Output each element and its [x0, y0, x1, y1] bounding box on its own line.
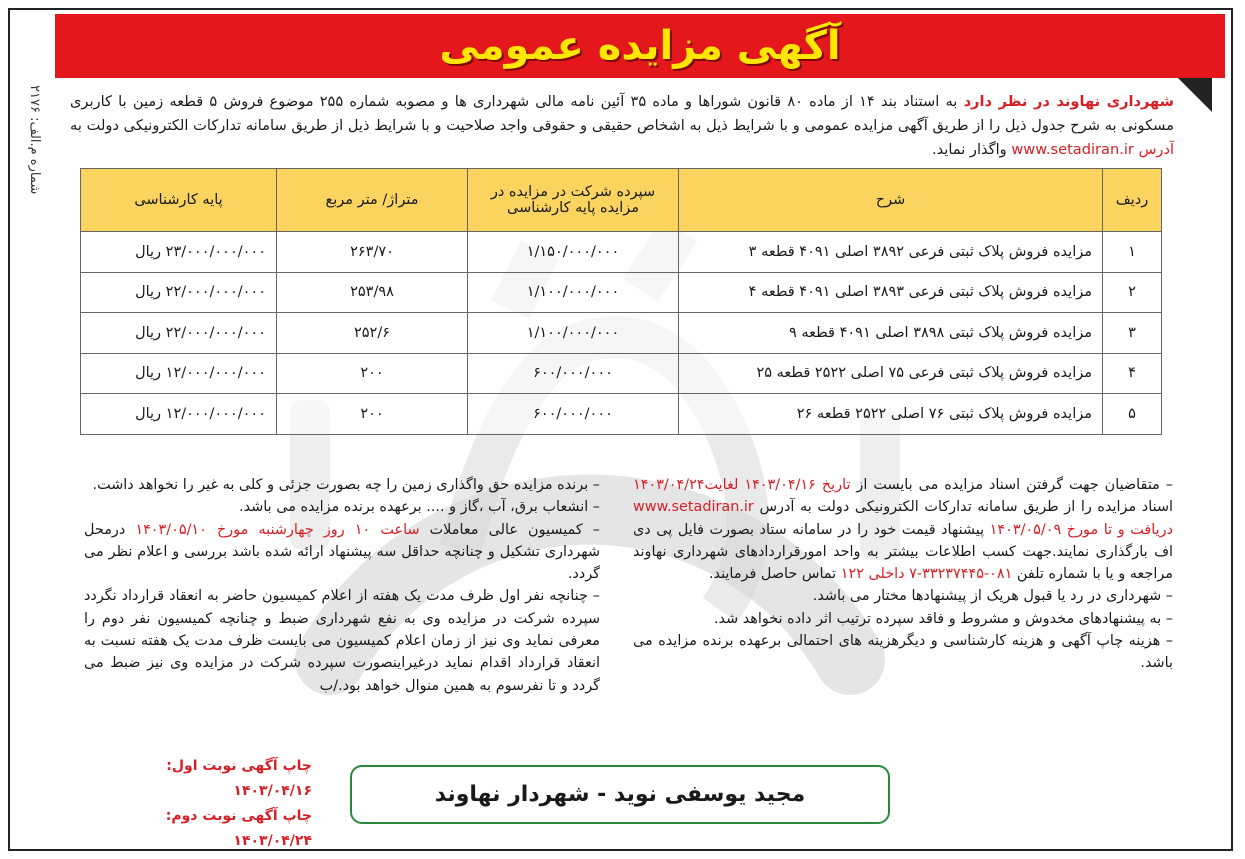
condition-text: – کمیسیون عالی معاملات	[419, 521, 600, 538]
intro-tail: واگذار نماید.	[931, 141, 1012, 158]
setadiran-link[interactable]: www.setadiran.ir	[1011, 141, 1134, 158]
condition-winner-contract: – چنانچه نفر اول ظرف مدت یک هفته از اعلام کمیسیون حاضر به انعقاد قرارداد نگردد سپرده شرکت در مزایده وی به نفع شهرداری ضبط و چنانچه کمیسیون نفر دوم را معرفی نماید وی نیز از زمان اعلام کمیسیون می بایست ظرف مدت یک هفته نسبت به انعقاد قرارداد اقدام نماید درغیراینصورت سپرده شرکت در مزایده وی نیز ضبط می گردد و تا نفرسوم به همین منوال خواهد بود./ب	[84, 588, 600, 694]
condition-invalid-bids: – به پیشنهادهای مخدوش و مشروط و فاقد سپرده ترتیب اثر داده نخواهد شد.	[713, 610, 1173, 627]
first-print-date: چاپ آگهی نوبت اول: ۱۴۰۳/۰۴/۱۶	[166, 758, 312, 799]
row-description: مزایده فروش پلاک ثبتی فرعی ۷۵ اصلی ۲۵۲۲ قطعه ۲۵	[679, 353, 1103, 394]
reference-number: شماره م.الف: ۲۱۷۶	[27, 85, 42, 195]
row-description: مزایده فروش پلاک ثبتی ۳۸۹۸ اصلی ۴۰۹۱ قطعه ۹	[679, 313, 1103, 354]
condition-text: پیشنهاد قیمت خود را در سامانه ستاد بصورت فایل پی دی اف بارگذاری نمایند.جهت کسب اطلاعات بیشتر به واحد امورقراردادهای شهرداری نهاوند مراجعه و یا با شماره تلفن	[633, 521, 1173, 583]
intro-lead: شهرداری نهاوند در نظر دارد	[963, 93, 1175, 110]
commission-time: ساعت ۱۰ روز چهارشنبه مورخ ۱۴۰۳/۰۵/۱۰	[135, 521, 420, 538]
intro-link-prefix: آدرس	[1138, 141, 1174, 158]
condition-no-transfer: – برنده مزایده حق واگذاری زمین را چه بصورت جزئی و کلی به غیر را نخواهد داشت.	[92, 477, 600, 493]
row-number: ۵	[1103, 394, 1162, 435]
conditions-left-column	[84, 474, 600, 697]
header-row-number: ردیف	[1103, 169, 1162, 232]
notice-title: آگهی مزایده عمومی	[439, 23, 841, 69]
table-row	[81, 353, 1162, 394]
row-deposit: ۶۰۰/۰۰۰/۰۰۰	[468, 394, 679, 435]
title-banner	[55, 14, 1225, 78]
row-area: ۲۶۳/۷۰	[277, 232, 468, 273]
condition-text: تماس حاصل فرمایند.	[708, 566, 841, 583]
table-row	[81, 272, 1162, 313]
table-row	[81, 313, 1162, 354]
row-base-price: ۱۲/۰۰۰/۰۰۰/۰۰۰ ریال	[81, 353, 277, 394]
row-base-price: ۲۳/۰۰۰/۰۰۰/۰۰۰ ریال	[81, 232, 277, 273]
row-area: ۲۰۰	[277, 394, 468, 435]
mayor-signature: مجید یوسفی نوید - شهردار نهاوند	[434, 782, 806, 807]
row-number: ۴	[1103, 353, 1162, 394]
row-deposit: ۱/۱۰۰/۰۰۰/۰۰۰	[468, 272, 679, 313]
print-dates	[92, 754, 312, 854]
row-area: ۲۵۲/۶	[277, 313, 468, 354]
second-print-date: چاپ آگهی نوبت دوم: ۱۴۰۳/۰۴/۲۴	[165, 808, 312, 849]
row-base-price: ۲۲/۰۰۰/۰۰۰/۰۰۰ ریال	[81, 313, 277, 354]
condition-rejection-right: – شهرداری در رد یا قبول هریک از پیشنهادها مختار می باشد.	[812, 588, 1173, 605]
table-row	[81, 232, 1162, 273]
intro-paragraph	[70, 90, 1174, 162]
row-area: ۲۵۳/۹۸	[277, 272, 468, 313]
corner-notch	[1178, 78, 1212, 112]
condition-utilities: – انشعاب برق، آب ،گاز و .... برعهده برنده مزایده می باشد.	[239, 499, 600, 516]
auction-lots-table	[80, 168, 1162, 435]
row-base-price: ۲۲/۰۰۰/۰۰۰/۰۰۰ ریال	[81, 272, 277, 313]
table-header-row	[81, 169, 1162, 232]
row-description: مزایده فروش پلاک ثبتی فرعی ۳۸۹۲ اصلی ۴۰۹۱ قطعه ۳	[679, 232, 1103, 273]
header-base-price: پایه کارشناسی	[81, 169, 277, 232]
row-number: ۱	[1103, 232, 1162, 273]
condition-text: – متقاضیان جهت گرفتن اسناد مزایده می بایست از	[850, 477, 1174, 493]
header-deposit: سپرده شرکت در مزایده در مزایده پایه کارشناسی	[468, 169, 679, 232]
condition-commission	[84, 519, 600, 586]
condition-costs: – هزینه چاپ آگهی و هزینه کارشناسی و دیگرهزینه های احتمالی برعهده برنده مزایده می باشد.	[633, 633, 1173, 672]
intro-body: به استناد بند ۱۴ از ماده ۸۰ قانون شوراها و ماده ۳۵ آئین نامه مالی شهرداری ها و مصوبه شماره ۲۵۵ موضوع فروش ۵ قطعه زمین با کاربری مسکونی به شرح جدول ذیل را از طریق آگهی مزایده عمومی و با شرایط ذیل به اشخاص حقیقی و حقوقی واجد صلاحیت و با شرایط ذیل از طریق سامانه تدارکات الکترونیکی دولت به	[70, 93, 1174, 134]
condition-text: درمحل شهرداری تشکیل و چنانچه حداقل سه پیشنهاد ارائه شده باشد بررسی و اعلام نظر می گردد.	[84, 521, 600, 583]
row-deposit: ۱/۱۰۰/۰۰۰/۰۰۰	[468, 313, 679, 354]
header-area: متراژ/ متر مربع	[277, 169, 468, 232]
row-number: ۲	[1103, 272, 1162, 313]
condition-text: اسناد مزایده را از طریق سامانه تدارکات الکترونیکی دولت به آدرس	[753, 499, 1173, 516]
row-number: ۳	[1103, 313, 1162, 354]
header-description: شرح	[679, 169, 1103, 232]
row-deposit: ۱/۱۵۰/۰۰۰/۰۰۰	[468, 232, 679, 273]
row-description: مزایده فروش پلاک ثبتی فرعی ۳۸۹۳ اصلی ۴۰۹۱ قطعه ۴	[679, 272, 1103, 313]
conditions-right-column	[633, 474, 1173, 675]
table-row	[81, 394, 1162, 435]
row-area: ۲۰۰	[277, 353, 468, 394]
row-description: مزایده فروش پلاک ثبتی ۷۶ اصلی ۲۵۲۲ قطعه ۲۶	[679, 394, 1103, 435]
condition-documents	[633, 474, 1173, 585]
row-base-price: ۱۲/۰۰۰/۰۰۰/۰۰۰ ریال	[81, 394, 277, 435]
contact-phone: ۰۸۱-۳۳۲۳۷۴۴۵-۷ داخلی ۱۲۲	[840, 566, 1013, 583]
submission-link-deadline[interactable]: www.setadiran.ir دریافت و تا مورخ ۱۴۰۳/۰۵/۰۹	[633, 499, 1173, 538]
row-deposit: ۶۰۰/۰۰۰/۰۰۰	[468, 353, 679, 394]
document-date-range: تاریخ ۱۴۰۳/۰۴/۱۶ لغایت۱۴۰۳/۰۴/۲۴	[633, 477, 851, 493]
mayor-signature-box	[350, 765, 890, 824]
